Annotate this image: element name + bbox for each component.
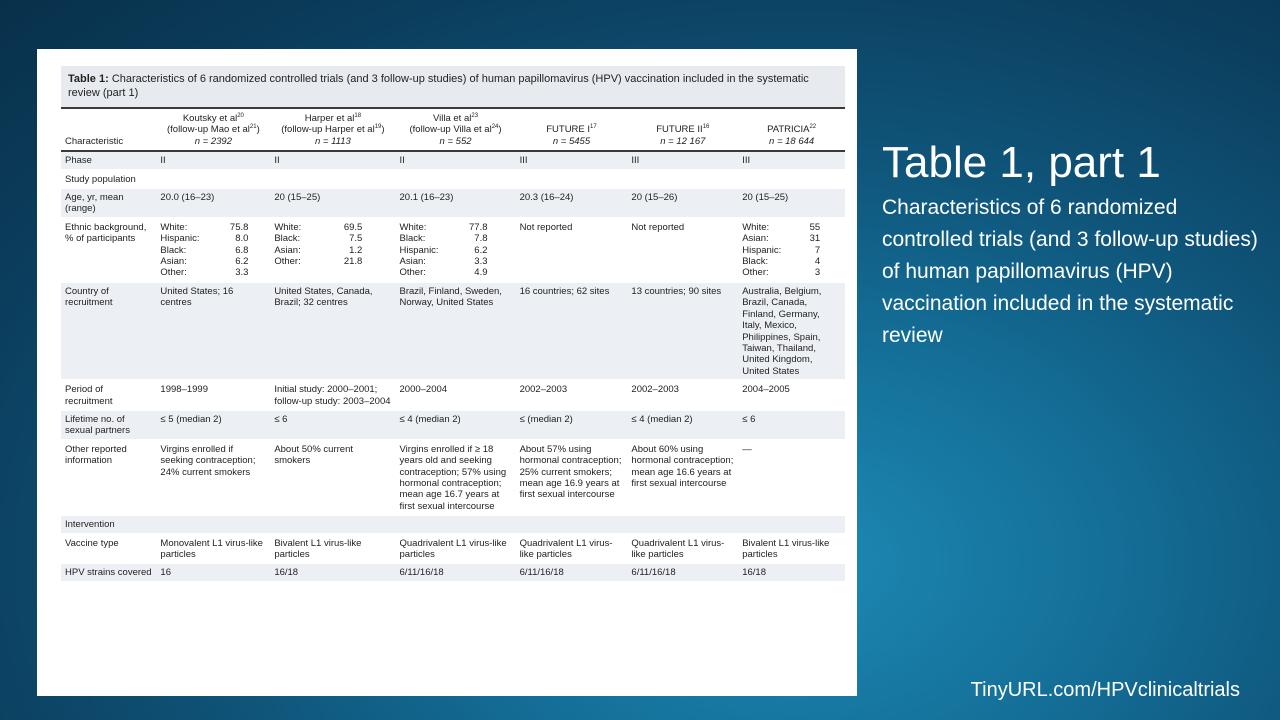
cell: ≤ 4 (median 2) xyxy=(627,410,738,440)
cell: ≤ 6 xyxy=(738,410,845,440)
table-image xyxy=(37,49,857,696)
cell: 2002–2003 xyxy=(627,380,738,410)
cell: 20.3 (16–24) xyxy=(516,188,628,218)
cell: 16 xyxy=(156,563,270,581)
cell: II xyxy=(396,151,516,169)
cell: Quadrivalent L1 virus-like particles xyxy=(396,534,516,564)
cell: Quadrivalent L1 virus-like particles xyxy=(516,534,628,564)
row-ethnic xyxy=(61,218,845,282)
cell: White: 55 Asian: 31 Hispanic: 7 Black: 4 Other: 3 xyxy=(738,218,845,282)
header-harper: Harper et $al^{18}$ (follow-up Harper et $al^{19}$) n = 1113 xyxy=(270,108,395,151)
cell: ≤ 4 (median 2) xyxy=(396,410,516,440)
row-hpv-strains xyxy=(61,563,845,581)
row-section-study-population xyxy=(61,170,845,188)
cell: ≤ 5 (median 2) xyxy=(156,410,270,440)
cell: Virgins enrolled if seeking contraception; 24% current smokers xyxy=(156,440,270,515)
cell: Bivalent L1 virus-like particles xyxy=(270,534,395,564)
cell: Australia, Belgium, Brazil, Canada, Finland, Germany, Italy, Mexico, Philippines, Spain, Taiwan, Thailand, United Kingdom, United States xyxy=(738,282,845,380)
cell: 20 (15–26) xyxy=(627,188,738,218)
row-label: Country of recruitment xyxy=(61,282,156,380)
cell: White: 69.5 Black: 7.5 Asian: 1.2 Other: 21.8 xyxy=(270,218,395,282)
row-label: Age, yr, mean (range) xyxy=(61,188,156,218)
cell: 13 countries; 90 sites xyxy=(627,282,738,380)
table-header-row xyxy=(61,108,845,151)
cell: 16/18 xyxy=(738,563,845,581)
cell: Virgins enrolled if ≥ 18 years old and seeking contraception; 57% using hormonal contraception; mean age 16.7 years at first sexual intercourse xyxy=(396,440,516,515)
table-caption xyxy=(61,66,845,107)
cell: 1998–1999 xyxy=(156,380,270,410)
cell: 6/11/16/18 xyxy=(396,563,516,581)
header-koutsky: Koutsky et $al^{20}$ (follow-up Mao et $al^{21}$) n = 2392 xyxy=(156,108,270,151)
cell: 20.1 (16–23) xyxy=(396,188,516,218)
row-country xyxy=(61,282,845,380)
header-patricia: PATRICIA$^{22}$ n = 18 644 xyxy=(738,108,845,151)
row-label: Other reported information xyxy=(61,440,156,515)
cell: — xyxy=(738,440,845,515)
cell: White: 77.8 Black: 7.8 Hispanic: 6.2 Asian: 3.3 Other: 4.9 xyxy=(396,218,516,282)
row-label: HPV strains covered xyxy=(61,563,156,581)
cell: 2002–2003 xyxy=(516,380,628,410)
cell: III xyxy=(516,151,628,169)
cell: II xyxy=(270,151,395,169)
header-villa: Villa et $al^{23}$ (follow-up Villa et $al^{24}$) n = 552 xyxy=(396,108,516,151)
cell: ≤ (median 2) xyxy=(516,410,628,440)
row-label: Lifetime no. of sexual partners xyxy=(61,410,156,440)
cell: 16/18 xyxy=(270,563,395,581)
cell: II xyxy=(156,151,270,169)
cell: Bivalent L1 virus-like particles xyxy=(738,534,845,564)
footer-url: TinyURL.com/HPVclinicaltrials xyxy=(970,679,1240,701)
cell: White: 75.8 Hispanic: 8.0 Black: 6.8 Asian: 6.2 Other: 3.3 xyxy=(156,218,270,282)
row-vaccine-type xyxy=(61,534,845,564)
slide-title-block xyxy=(882,138,1262,352)
cell: About 60% using hormonal contraception; mean age 16.6 years at first sexual intercourse xyxy=(627,440,738,515)
cell: 20 (15–25) xyxy=(270,188,395,218)
cell: 16 countries; 62 sites xyxy=(516,282,628,380)
section-heading: Study population xyxy=(61,170,845,188)
row-label: Phase xyxy=(61,151,156,169)
slide-title: Table 1, part 1 xyxy=(882,138,1161,187)
row-age xyxy=(61,188,845,218)
cell: III xyxy=(738,151,845,169)
row-label: Vaccine type xyxy=(61,534,156,564)
table-caption-label: Table 1: xyxy=(68,73,109,85)
cell: 2004–2005 xyxy=(738,380,845,410)
header-characteristic: Characteristic xyxy=(61,108,156,151)
cell: 2000–2004 xyxy=(396,380,516,410)
row-other-info xyxy=(61,440,845,515)
cell: III xyxy=(627,151,738,169)
row-label: Ethnic background, % of participants xyxy=(61,218,156,282)
cell: United States, Canada, Brazil; 32 centres xyxy=(270,282,395,380)
section-heading: Intervention xyxy=(61,515,845,533)
header-future-2: FUTURE II$^{16}$ n = 12 167 xyxy=(627,108,738,151)
cell: 20.0 (16–23) xyxy=(156,188,270,218)
slide-subtitle: Characteristics of 6 randomized controlled trials (and 3 follow-up studies) of human papillomavirus (HPV) vaccination included in the systematic review xyxy=(882,196,1258,347)
row-period xyxy=(61,380,845,410)
cell: About 57% using hormonal contraception; 25% current smokers; mean age 16.9 years at first sexual intercourse xyxy=(516,440,628,515)
cell: Initial study: 2000–2001; follow-up study: 2003–2004 xyxy=(270,380,395,410)
cell: Quadrivalent L1 virus-like particles xyxy=(627,534,738,564)
table-caption-text: Characteristics of 6 randomized controlled trials (and 3 follow-up studies) of human papillomavirus (HPV) vaccination included in the systematic review (part 1) xyxy=(68,73,809,99)
row-phase xyxy=(61,151,845,169)
row-section-intervention xyxy=(61,515,845,533)
row-partners xyxy=(61,410,845,440)
row-label: Period of recruitment xyxy=(61,380,156,410)
cell: ≤ 6 xyxy=(270,410,395,440)
characteristics-table xyxy=(61,107,845,583)
cell: Monovalent L1 virus-like particles xyxy=(156,534,270,564)
cell: 6/11/16/18 xyxy=(627,563,738,581)
header-future-1: FUTURE $I^{17}$ n = 5455 xyxy=(516,108,628,151)
cell: About 50% current smokers xyxy=(270,440,395,515)
cell: 6/11/16/18 xyxy=(516,563,628,581)
cell: 20 (15–25) xyxy=(738,188,845,218)
cell: Brazil, Finland, Sweden, Norway, United States xyxy=(396,282,516,380)
cell: Not reported xyxy=(516,218,628,282)
cell: Not reported xyxy=(627,218,738,282)
cell: United States; 16 centres xyxy=(156,282,270,380)
